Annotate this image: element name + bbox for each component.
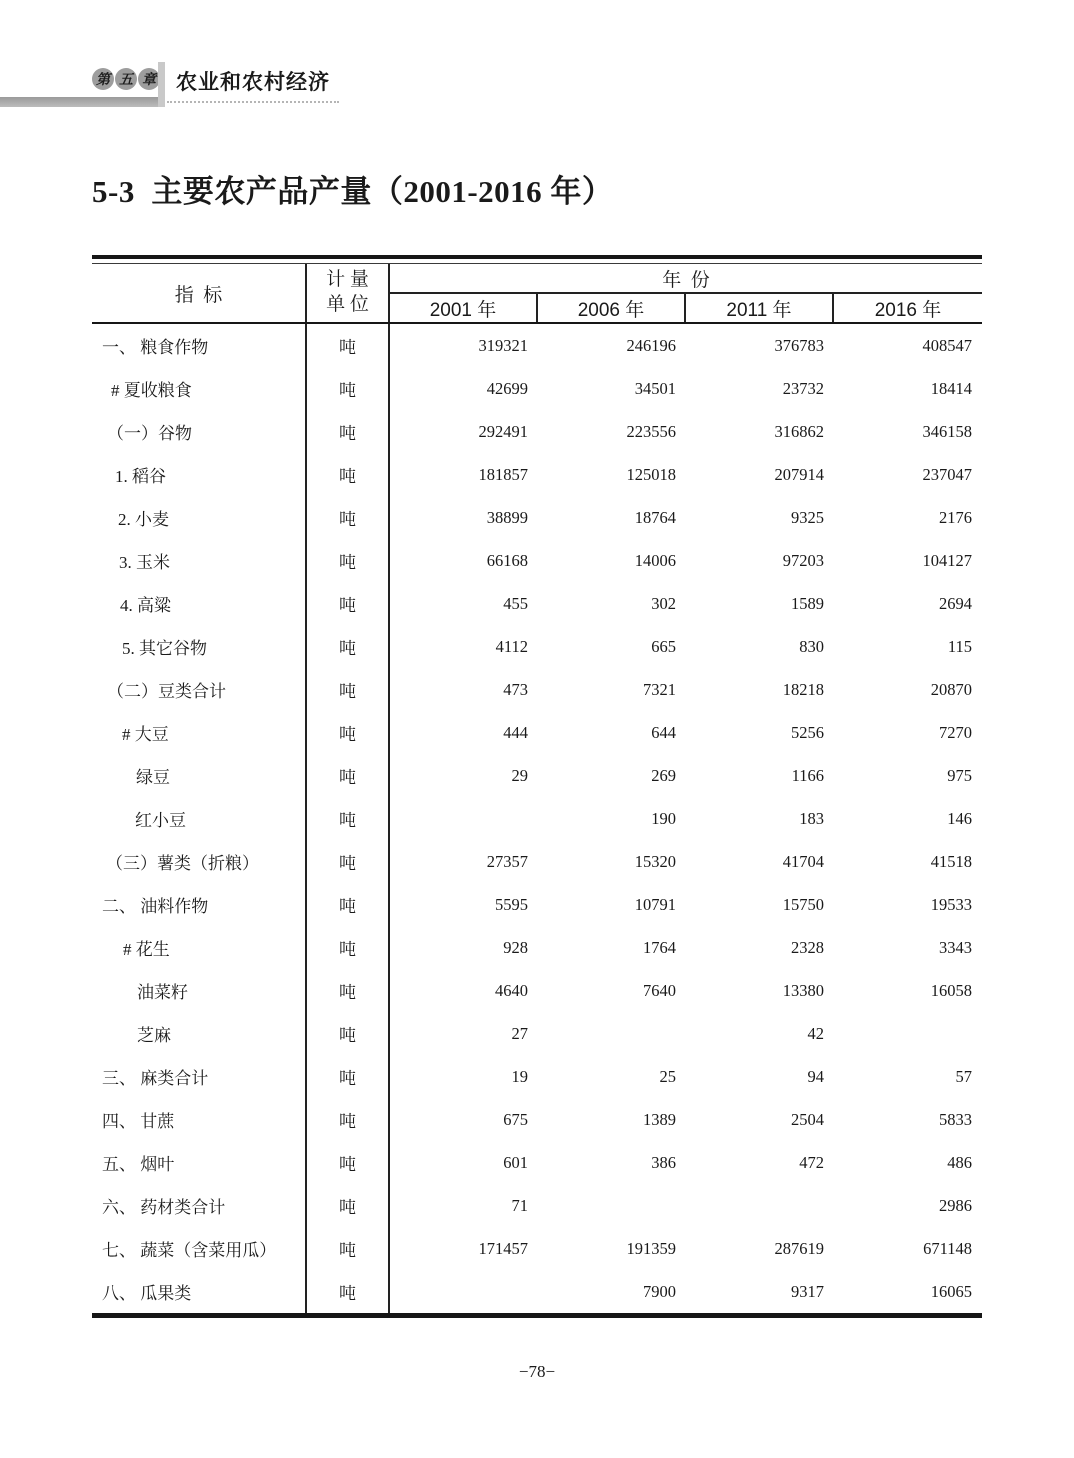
header-indicator: 指 标 bbox=[92, 264, 307, 322]
table-row bbox=[92, 754, 982, 797]
row-value bbox=[390, 1270, 538, 1313]
header-unit-line1: 计 量 bbox=[326, 269, 369, 291]
header-year-2006: 2006 年 bbox=[538, 294, 686, 322]
row-value: 346158 bbox=[922, 421, 972, 441]
table-row bbox=[92, 1227, 982, 1270]
row-unit: 吨 bbox=[307, 1055, 390, 1098]
row-value: 94 bbox=[807, 1066, 824, 1086]
row-indicator: 5. 其它谷物 bbox=[92, 625, 307, 668]
row-indicator: 八、 瓜果类 bbox=[92, 1270, 307, 1313]
row-indicator: 七、 蔬菜（含菜用瓜） bbox=[92, 1227, 307, 1270]
table-row bbox=[92, 324, 982, 367]
row-value: 975 bbox=[947, 765, 972, 785]
row-value: 38899 bbox=[486, 507, 528, 527]
row-value: 671148 bbox=[923, 1238, 972, 1258]
row-value: 316862 bbox=[774, 421, 824, 441]
row-value: 2694 bbox=[939, 593, 972, 613]
row-value: 237047 bbox=[922, 464, 972, 484]
row-unit: 吨 bbox=[307, 496, 390, 539]
table-row bbox=[92, 1055, 982, 1098]
row-value: 19533 bbox=[930, 894, 972, 914]
row-indicator: 二、 油料作物 bbox=[92, 883, 307, 926]
row-value: 444 bbox=[503, 722, 528, 742]
row-value: 41518 bbox=[930, 851, 972, 871]
row-unit: 吨 bbox=[307, 1098, 390, 1141]
row-value: 18764 bbox=[634, 507, 676, 527]
row-value: 9325 bbox=[791, 507, 824, 527]
table-header bbox=[92, 264, 982, 322]
row-unit: 吨 bbox=[307, 453, 390, 496]
chapter-badge-char-2: 五 bbox=[115, 68, 137, 90]
header-gray-bar bbox=[0, 97, 158, 107]
row-unit: 吨 bbox=[307, 883, 390, 926]
row-indicator: 油菜籽 bbox=[92, 969, 307, 1012]
row-value bbox=[538, 1184, 686, 1227]
table-row bbox=[92, 969, 982, 1012]
row-value: 27357 bbox=[486, 851, 528, 871]
row-value: 42 bbox=[807, 1023, 824, 1043]
row-value: 830 bbox=[799, 636, 824, 656]
row-unit: 吨 bbox=[307, 582, 390, 625]
row-indicator: 绿豆 bbox=[92, 754, 307, 797]
table-row bbox=[92, 1098, 982, 1141]
table-row bbox=[92, 1141, 982, 1184]
row-value: 486 bbox=[947, 1152, 972, 1172]
header-years bbox=[390, 264, 982, 322]
row-value: 928 bbox=[503, 937, 528, 957]
row-value: 408547 bbox=[922, 335, 972, 355]
row-value: 115 bbox=[947, 636, 972, 656]
row-value: 15320 bbox=[634, 851, 676, 871]
row-unit: 吨 bbox=[307, 711, 390, 754]
row-value: 2176 bbox=[939, 507, 972, 527]
row-value: 42699 bbox=[486, 378, 528, 398]
table-row bbox=[92, 711, 982, 754]
row-value: 644 bbox=[651, 722, 676, 742]
row-value: 7321 bbox=[643, 679, 676, 699]
row-indicator: 三、 麻类合计 bbox=[92, 1055, 307, 1098]
row-value: 29 bbox=[511, 765, 528, 785]
row-value: 7270 bbox=[939, 722, 972, 742]
row-unit: 吨 bbox=[307, 1270, 390, 1313]
row-value: 665 bbox=[651, 636, 676, 656]
row-value: 302 bbox=[651, 593, 676, 613]
row-value: 10791 bbox=[634, 894, 676, 914]
row-value: 19 bbox=[511, 1066, 528, 1086]
row-value: 472 bbox=[799, 1152, 824, 1172]
row-unit: 吨 bbox=[307, 926, 390, 969]
row-value: 27 bbox=[511, 1023, 528, 1043]
table-row bbox=[92, 883, 982, 926]
row-value: 223556 bbox=[626, 421, 676, 441]
table-row bbox=[92, 797, 982, 840]
row-indicator: 4. 高粱 bbox=[92, 582, 307, 625]
row-value: 125018 bbox=[626, 464, 676, 484]
table-row bbox=[92, 367, 982, 410]
row-value: 191359 bbox=[626, 1238, 676, 1258]
header-year-columns bbox=[390, 294, 982, 322]
row-unit: 吨 bbox=[307, 668, 390, 711]
row-value: 181857 bbox=[478, 464, 528, 484]
row-value bbox=[390, 797, 538, 840]
row-indicator: （三）薯类（折粮） bbox=[92, 840, 307, 883]
row-value: 16065 bbox=[930, 1281, 972, 1301]
row-value: 104127 bbox=[922, 550, 972, 570]
row-indicator: （一）谷物 bbox=[92, 410, 307, 453]
row-value: 14006 bbox=[634, 550, 676, 570]
row-value: 7900 bbox=[643, 1281, 676, 1301]
row-indicator: 3. 玉米 bbox=[92, 539, 307, 582]
row-value: 15750 bbox=[782, 894, 824, 914]
row-value: 207914 bbox=[774, 464, 824, 484]
table-row bbox=[92, 1184, 982, 1227]
statistics-table bbox=[92, 255, 982, 1318]
row-indicator: # 大豆 bbox=[92, 711, 307, 754]
row-unit: 吨 bbox=[307, 324, 390, 367]
row-value: 292491 bbox=[478, 421, 528, 441]
row-indicator: 芝麻 bbox=[92, 1012, 307, 1055]
header-years-group: 年 份 bbox=[390, 264, 982, 294]
row-value bbox=[834, 1012, 982, 1055]
row-unit: 吨 bbox=[307, 969, 390, 1012]
row-unit: 吨 bbox=[307, 625, 390, 668]
row-value: 9317 bbox=[791, 1281, 824, 1301]
row-value bbox=[686, 1184, 834, 1227]
row-unit: 吨 bbox=[307, 367, 390, 410]
row-indicator: # 夏收粮食 bbox=[92, 367, 307, 410]
row-value: 1389 bbox=[643, 1109, 676, 1129]
row-value: 269 bbox=[651, 765, 676, 785]
row-unit: 吨 bbox=[307, 1227, 390, 1270]
row-unit: 吨 bbox=[307, 754, 390, 797]
chapter-badge-char-3: 章 bbox=[138, 68, 160, 90]
row-indicator: 红小豆 bbox=[92, 797, 307, 840]
row-indicator: 1. 稻谷 bbox=[92, 453, 307, 496]
row-value: 34501 bbox=[634, 378, 676, 398]
table-body bbox=[92, 324, 982, 1313]
row-value: 41704 bbox=[782, 851, 824, 871]
chapter-title: 农业和农村经济 bbox=[176, 71, 330, 94]
table-row bbox=[92, 1270, 982, 1313]
row-value: 2986 bbox=[939, 1195, 972, 1215]
header-year-2016: 2016 年 bbox=[874, 299, 942, 321]
row-value: 601 bbox=[503, 1152, 528, 1172]
row-value: 57 bbox=[955, 1066, 972, 1086]
table-row bbox=[92, 1012, 982, 1055]
row-unit: 吨 bbox=[307, 797, 390, 840]
row-value: 190 bbox=[651, 808, 676, 828]
header-divider-bar bbox=[158, 62, 165, 107]
row-value: 3343 bbox=[939, 937, 972, 957]
page-number: −78− bbox=[518, 1362, 556, 1381]
header-unit-line2: 单 位 bbox=[326, 294, 369, 315]
row-value: 18414 bbox=[930, 378, 972, 398]
row-unit: 吨 bbox=[307, 1141, 390, 1184]
row-value: 1764 bbox=[643, 937, 676, 957]
row-indicator: 五、 烟叶 bbox=[92, 1141, 307, 1184]
row-value: 13380 bbox=[782, 980, 824, 1000]
row-value: 246196 bbox=[626, 335, 676, 355]
table-bottom-rule bbox=[92, 1313, 982, 1318]
row-value: 66168 bbox=[486, 550, 528, 570]
row-value: 4640 bbox=[495, 980, 528, 1000]
row-value: 319321 bbox=[478, 335, 528, 355]
row-value: 171457 bbox=[478, 1238, 528, 1258]
row-value: 455 bbox=[503, 593, 528, 613]
page-title: 5-3 主要农产品产量（2001-2016 年） bbox=[92, 174, 614, 209]
row-value: 20870 bbox=[930, 679, 972, 699]
row-value: 473 bbox=[503, 679, 528, 699]
table-row bbox=[92, 625, 982, 668]
row-value: 1166 bbox=[791, 765, 824, 785]
row-value: 1589 bbox=[791, 593, 824, 613]
row-value: 7640 bbox=[643, 980, 676, 1000]
row-value: 97203 bbox=[782, 550, 824, 570]
table-row bbox=[92, 840, 982, 883]
header-year-2001: 2001 年 bbox=[390, 294, 538, 322]
table-row bbox=[92, 410, 982, 453]
table-row bbox=[92, 453, 982, 496]
row-value: 25 bbox=[659, 1066, 676, 1086]
row-value: 675 bbox=[503, 1109, 528, 1129]
row-indicator: 四、 甘蔗 bbox=[92, 1098, 307, 1141]
row-value: 2504 bbox=[791, 1109, 824, 1129]
row-value: 5595 bbox=[495, 894, 528, 914]
chapter-title-underline bbox=[167, 101, 339, 103]
row-value: 23732 bbox=[782, 378, 824, 398]
table-row bbox=[92, 668, 982, 711]
row-value: 4112 bbox=[495, 636, 528, 656]
row-value: 183 bbox=[799, 808, 824, 828]
row-value bbox=[538, 1012, 686, 1055]
row-value: 2328 bbox=[791, 937, 824, 957]
row-value: 5256 bbox=[791, 722, 824, 742]
row-value: 376783 bbox=[774, 335, 824, 355]
header-year-2011: 2011 年 bbox=[686, 294, 834, 322]
chapter-badge bbox=[92, 68, 160, 90]
table-top-rule bbox=[92, 255, 982, 259]
row-unit: 吨 bbox=[307, 1012, 390, 1055]
row-unit: 吨 bbox=[307, 1184, 390, 1227]
row-value: 287619 bbox=[774, 1238, 824, 1258]
row-value: 146 bbox=[947, 808, 972, 828]
row-indicator: 六、 药材类合计 bbox=[92, 1184, 307, 1227]
chapter-badge-char-1: 第 bbox=[92, 68, 114, 90]
table-row bbox=[92, 582, 982, 625]
header-unit bbox=[307, 264, 390, 322]
row-value: 5833 bbox=[939, 1109, 972, 1129]
row-unit: 吨 bbox=[307, 410, 390, 453]
row-value: 386 bbox=[651, 1152, 676, 1172]
row-indicator: # 花生 bbox=[92, 926, 307, 969]
row-unit: 吨 bbox=[307, 840, 390, 883]
row-value: 71 bbox=[511, 1195, 528, 1215]
table-row bbox=[92, 496, 982, 539]
row-indicator: （二）豆类合计 bbox=[92, 668, 307, 711]
row-indicator: 一、 粮食作物 bbox=[92, 324, 307, 367]
row-indicator: 2. 小麦 bbox=[92, 496, 307, 539]
row-value: 16058 bbox=[930, 980, 972, 1000]
row-unit: 吨 bbox=[307, 539, 390, 582]
row-value: 18218 bbox=[782, 679, 824, 699]
table-row bbox=[92, 926, 982, 969]
table-row bbox=[92, 539, 982, 582]
